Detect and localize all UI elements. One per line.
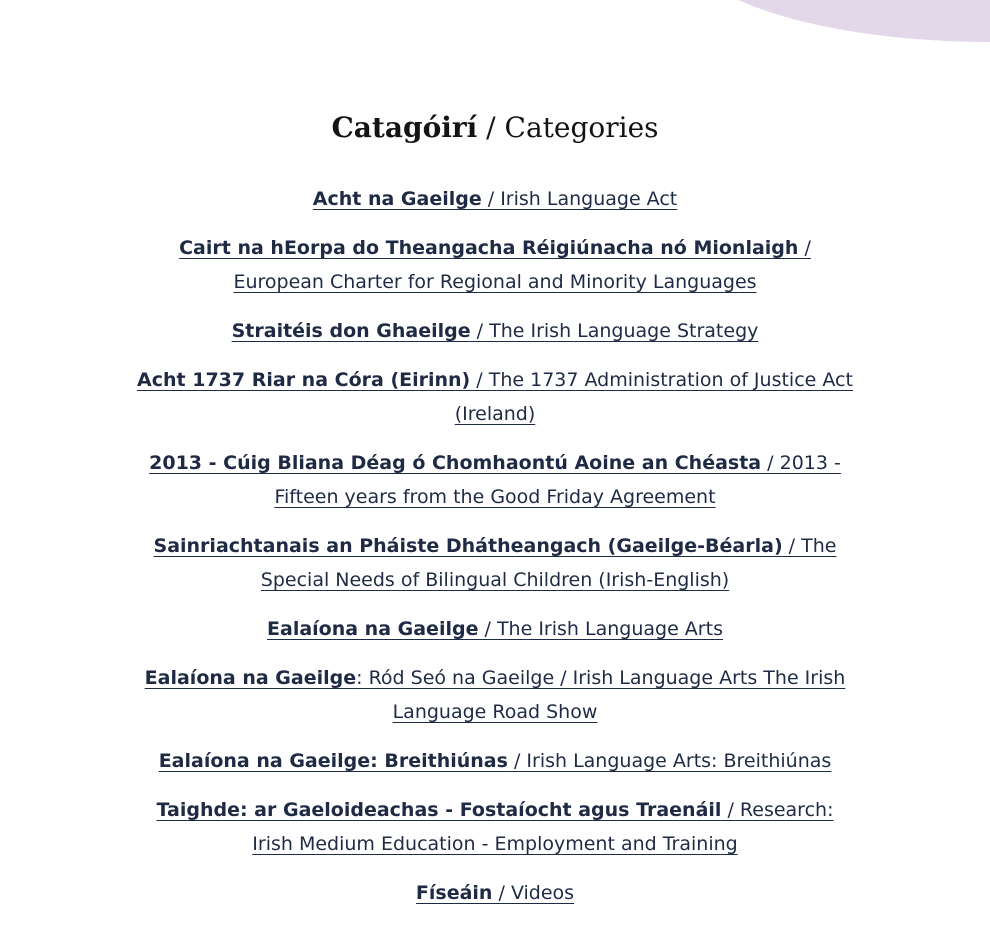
list-item: [135, 314, 855, 348]
category-link-language-strategy[interactable]: [232, 320, 759, 342]
category-label-english: / Research: Irish Medium Education - Employment and Training: [252, 799, 834, 855]
category-label-english: / Irish Language Arts: Breithiúnas: [507, 750, 832, 772]
category-link-videos[interactable]: [416, 882, 574, 904]
category-label-irish: Acht 1737 Riar na Córa (Eirinn): [137, 369, 471, 391]
category-label-english: / The Irish Language Strategy: [470, 320, 759, 342]
page-title: [0, 108, 990, 148]
list-item: [135, 363, 855, 431]
category-label-irish: Acht na Gaeilge: [312, 188, 482, 210]
category-label-english: / Videos: [492, 882, 575, 904]
category-label-irish: Sainriachtanais an Pháiste Dhátheangach (Gaeilge-Béarla): [153, 535, 783, 557]
category-label-english: / The Special Needs of Bilingual Children (Irish-English): [260, 535, 837, 591]
category-link-road-show[interactable]: [145, 667, 846, 723]
category-label-english: / The 1737 Administration of Justice Act (Ireland): [454, 369, 853, 425]
page-title-irish: Catagóirí: [331, 111, 478, 144]
category-link-european-charter[interactable]: [179, 237, 811, 293]
category-list: [0, 182, 990, 925]
category-link-irish-language-act[interactable]: [313, 188, 678, 210]
list-item: [135, 446, 855, 514]
category-label-english: / 2013 - Fifteen years from the Good Friday Agreement: [274, 452, 841, 508]
category-label-irish: Ealaíona na Gaeilge: [144, 667, 357, 689]
category-label-irish: 2013 - Cúig Bliana Déag ó Chomhaontú Aoine an Chéasta: [149, 452, 762, 474]
category-label-irish: Físeáin: [415, 882, 493, 904]
list-item: [135, 182, 855, 216]
list-item: [135, 793, 855, 861]
category-link-justice-act-1737[interactable]: [137, 369, 853, 425]
list-item: [135, 231, 855, 299]
category-label-english: / Irish Language Act: [481, 188, 678, 210]
category-label-irish: Taighde: ar Gaeloideachas - Fostaíocht agus Traenáil: [156, 799, 722, 821]
category-label-irish: Cairt na hEorpa do Theangacha Réigiúnacha nó Mionlaigh: [179, 237, 799, 259]
category-label-irish: Straitéis don Ghaeilge: [231, 320, 471, 342]
list-item: [135, 744, 855, 778]
list-item: [135, 612, 855, 646]
category-link-research-education[interactable]: [157, 799, 834, 855]
category-label-irish: Ealaíona na Gaeilge: Breithiúnas: [158, 750, 508, 772]
category-link-breithiunas[interactable]: [159, 750, 832, 772]
category-link-good-friday-agreement[interactable]: [149, 452, 841, 508]
category-label-english: : Ród Seó na Gaeilge / Irish Language Arts The Irish Language Road Show: [356, 667, 846, 723]
list-item: [135, 529, 855, 597]
category-link-bilingual-children[interactable]: [154, 535, 837, 591]
category-label-english: / European Charter for Regional and Minority Languages: [233, 237, 811, 293]
list-item: [135, 876, 855, 910]
page-title-english: / Categories: [477, 111, 659, 144]
decorative-blob: [680, 0, 990, 42]
category-label-english: / The Irish Language Arts: [478, 618, 723, 640]
category-link-language-arts[interactable]: [267, 618, 723, 640]
category-label-irish: Ealaíona na Gaeilge: [267, 618, 479, 640]
list-item: [135, 661, 855, 729]
